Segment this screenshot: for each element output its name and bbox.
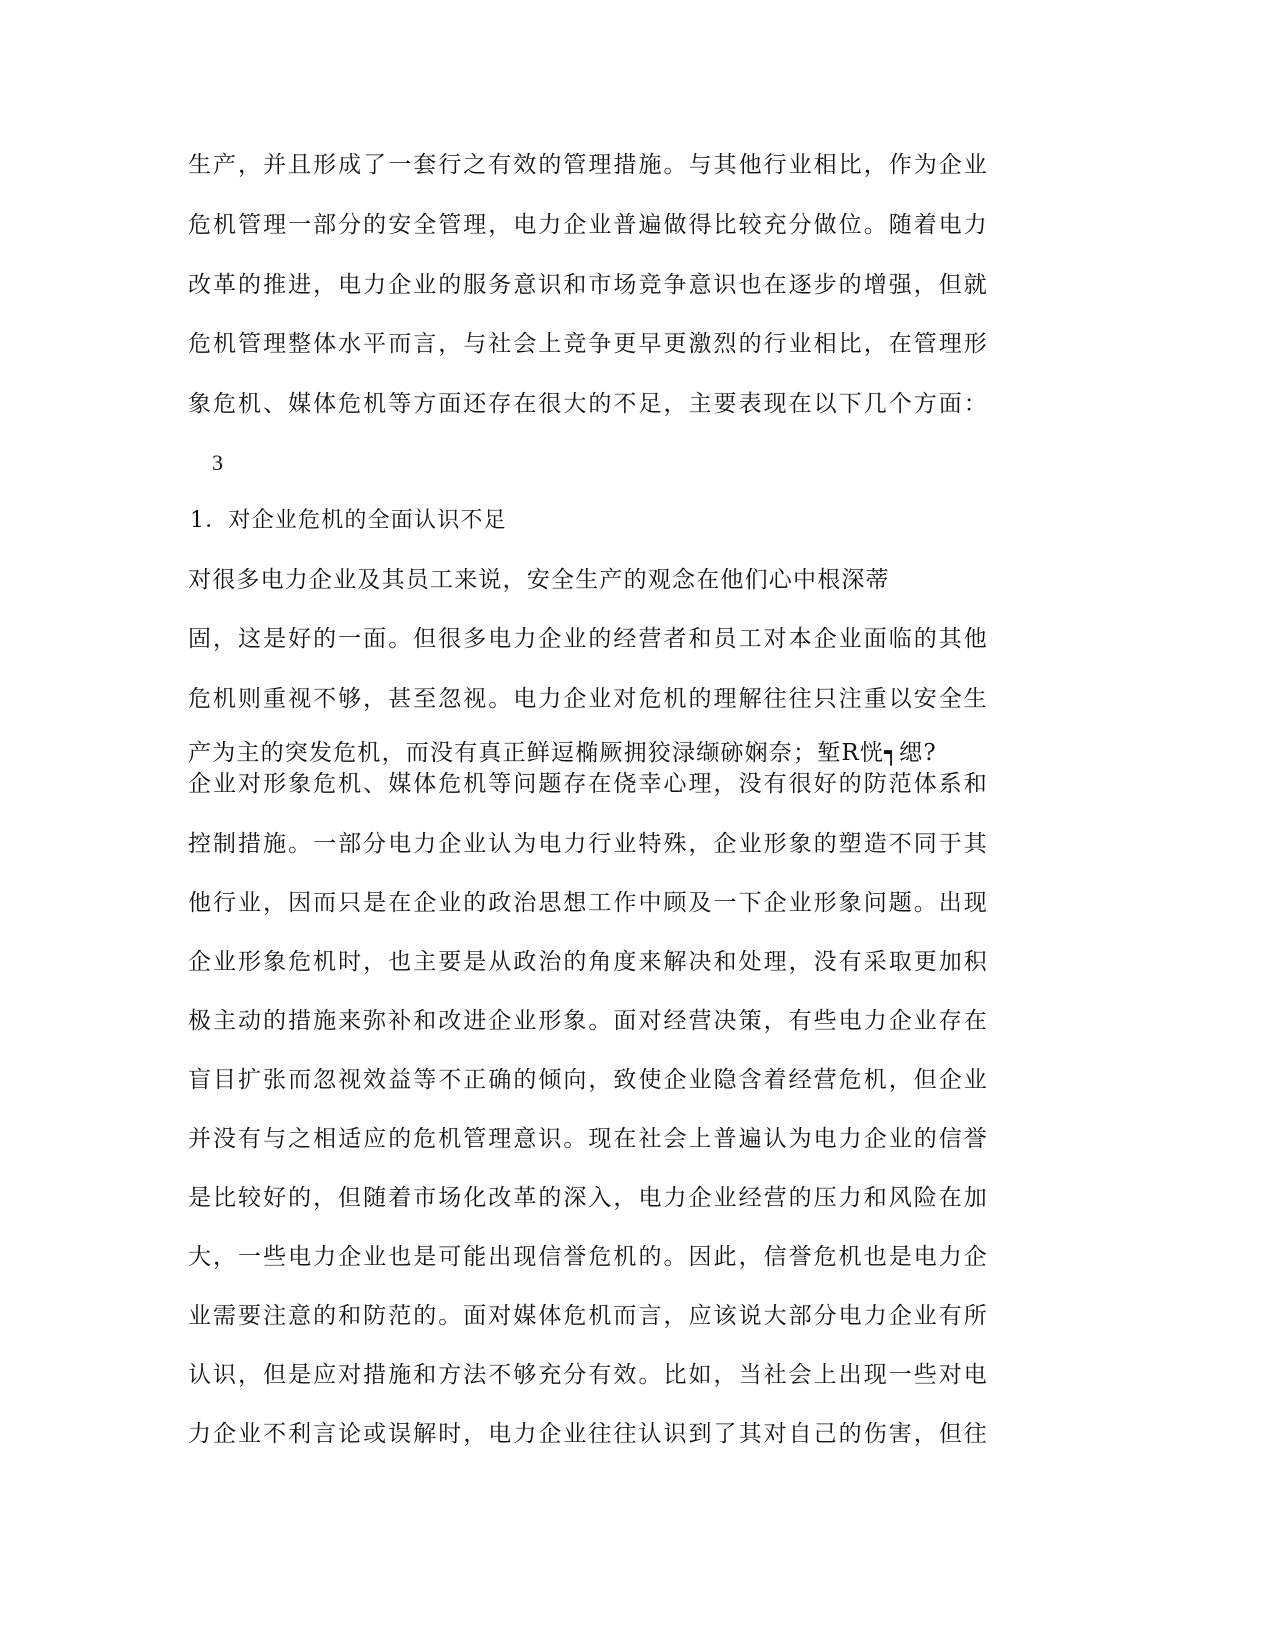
paragraph-line: 控制措施。一部分电力企业认为电力行业特殊，企业形象的塑造不同于其 (188, 831, 988, 857)
paragraph-line: 是比较好的，但随着市场化改革的深入，电力企业经营的压力和风险在加 (188, 1185, 988, 1211)
paragraph-line: 固，这是好的一面。但很多电力企业的经营者和员工对本企业面临的其他 (188, 626, 988, 652)
paragraph-line: 生产，并且形成了一套行之有效的管理措施。与其他行业相比，作为企业 (188, 152, 988, 178)
paragraph-line: 力企业不利言论或误解时，电力企业往往认识到了其对自己的伤害，但往 (188, 1421, 988, 1447)
paragraph-line: 企业形象危机时，也主要是从政治的角度来解决和处理，没有采取更加积 (188, 949, 988, 975)
section-heading: 1．对企业危机的全面认识不足 (190, 508, 507, 533)
paragraph-line: 危机则重视不够，甚至忽视。电力企业对危机的理解往往只注重以安全生 (188, 686, 988, 712)
paragraph-line: 危机管理整体水平而言，与社会上竞争更早更激烈的行业相比，在管理形 (188, 331, 988, 357)
paragraph-line: 对很多电力企业及其员工来说，安全生产的观念在他们心中根深蒂 (188, 567, 890, 593)
paragraph-line: 并没有与之相适应的危机管理意识。现在社会上普遍认为电力企业的信誉 (188, 1126, 988, 1152)
paragraph-line: 他行业，因而只是在企业的政治思想工作中顾及一下企业形象问题。出现 (188, 890, 988, 916)
paragraph-line: 大，一些电力企业也是可能出现信誉危机的。因此，信誉危机也是电力企 (188, 1244, 988, 1270)
paragraph-line: 危机管理一部分的安全管理，电力企业普遍做得比较充分做位。随着电力 (188, 212, 988, 238)
paragraph-line: 极主动的措施来弥补和改进企业形象。面对经营决策，有些电力企业存在 (188, 1008, 988, 1034)
paragraph-line: 企业对形象危机、媒体危机等问题存在侥幸心理，没有很好的防范体系和 (188, 771, 988, 797)
paragraph-line: 改革的推进，电力企业的服务意识和市场竞争意识也在逐步的增强，但就 (188, 272, 988, 298)
paragraph-line: 业需要注意的和防范的。面对媒体危机而言，应该说大部分电力企业有所 (188, 1303, 988, 1329)
paragraph-line: 盲目扩张而忽视效益等不正确的倾向，致使企业隐含着经营危机，但企业 (188, 1067, 988, 1093)
page-number: 3 (212, 450, 225, 475)
paragraph-line: 象危机、媒体危机等方面还存在很大的不足，主要表现在以下几个方面： (188, 391, 988, 417)
paragraph-line-garbled: 产为主的突发危机，而没有真正鲜逗椭厥拥狡渌缬硛娴奈；堑R恍┑缌? (188, 740, 937, 766)
paragraph-line: 认识，但是应对措施和方法不够充分有效。比如，当社会上出现一些对电 (188, 1362, 988, 1388)
